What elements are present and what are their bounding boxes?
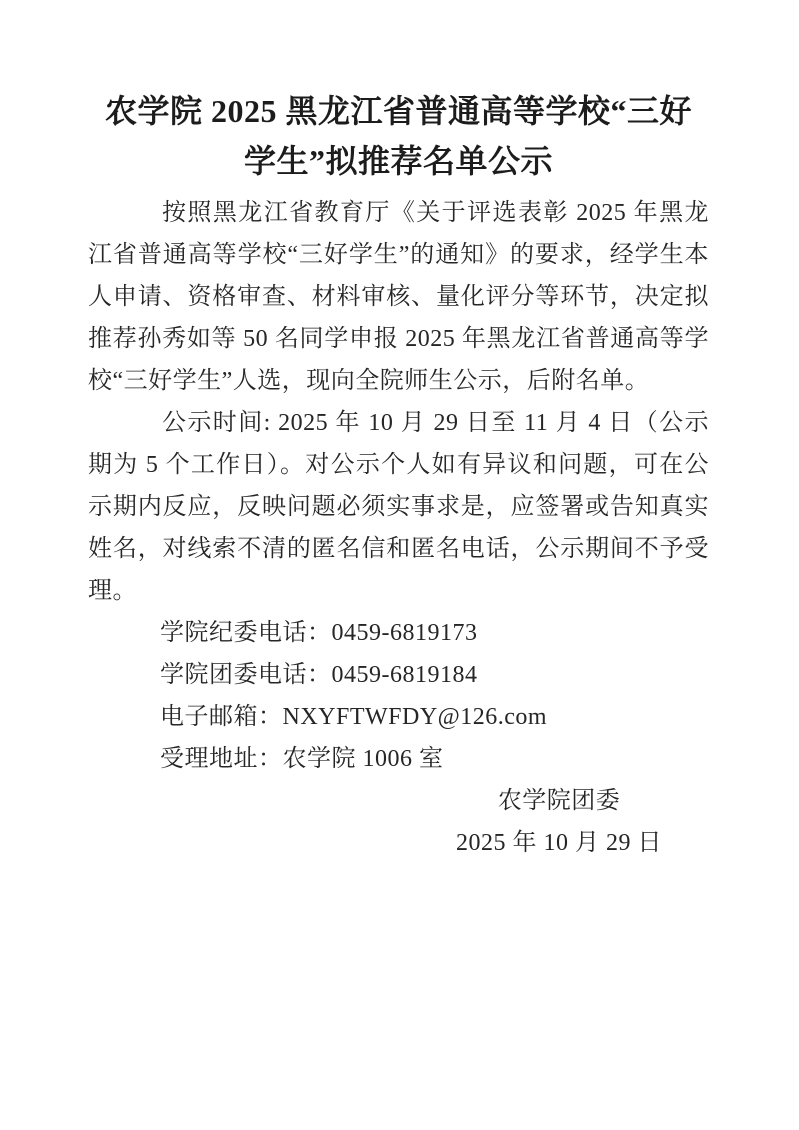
signature-date: 2025 年 10 月 29 日 bbox=[456, 830, 662, 856]
paragraph-publicity-period: 公示时间: 2025 年 10 月 29 日至 11 月 4 日（公示期为 5 个工作日）。对公示个人如有异议和问题，可在公示期内反应，反映问题必须实事求是，应签署或告知真实姓名，对线索不清的匿名信和匿名电话，公示期间不予受理。 bbox=[88, 410, 709, 604]
contact-address: 受理地址：农学院 1006 室 bbox=[160, 746, 444, 772]
document-title-line-2: 学生”拟推荐名单公示 bbox=[243, 143, 553, 179]
contact-discipline-phone: 学院纪委电话：0459-6819173 bbox=[160, 620, 478, 646]
paragraph-intro: 按照黑龙江省教育厅《关于评选表彰 2025 年黑龙江省普通高等学校“三好学生”的通知》的要求，经学生本人申请、资格审查、材料审核、量化评分等环节，决定拟推荐孙秀如等 50 名同学申报 2025 年黑龙江省普通高等学校“三好学生”人选，现向全院师生公示，后附名单。 bbox=[88, 200, 709, 394]
contact-email: 电子邮箱：NXYFTWFDY@126.com bbox=[160, 704, 548, 730]
document-title-line-1: 农学院 2025 黑龙江省普通高等学校“三好 bbox=[104, 93, 692, 129]
signature-block bbox=[429, 780, 689, 864]
signature-organization: 农学院团委 bbox=[497, 788, 621, 814]
contact-league-phone: 学院团委电话：0459-6819184 bbox=[160, 662, 478, 688]
document-title bbox=[88, 86, 709, 186]
